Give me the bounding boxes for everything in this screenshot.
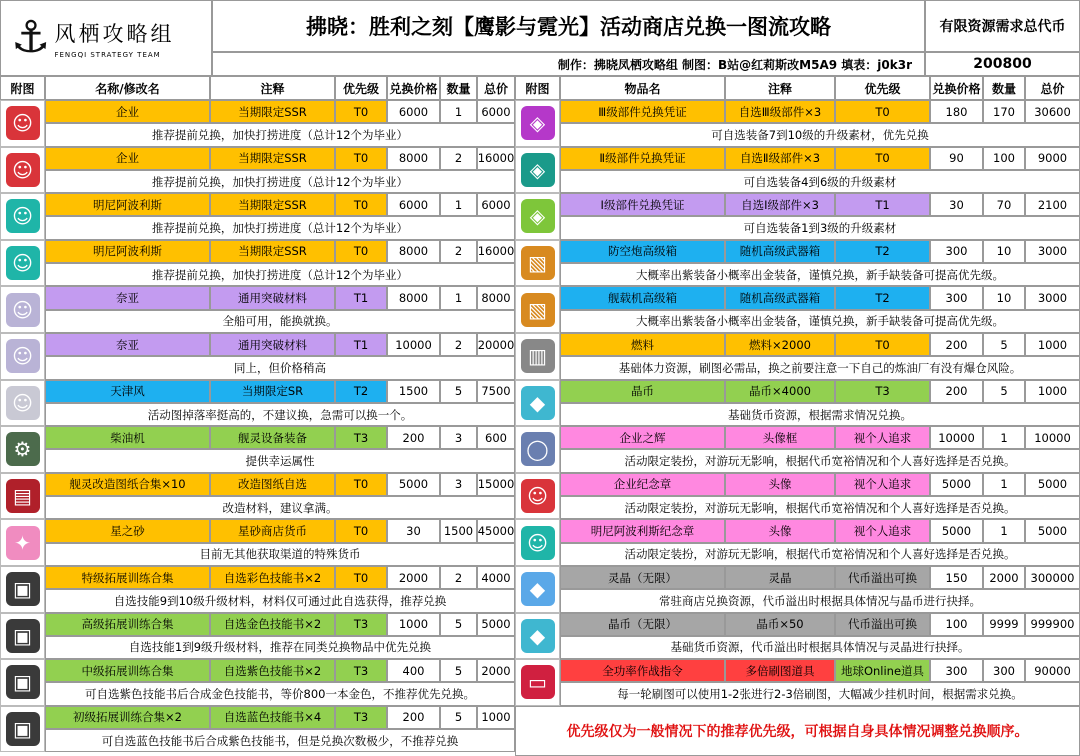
training-kit-icon: ▣ — [6, 619, 40, 653]
col-header-total: 总价 — [477, 76, 515, 100]
item-remark: 基础体力资源，刷图必需品，换之前要注意一下自己的炼油厂有没有爆仓风险。 — [560, 356, 1080, 379]
item-total: 16000 — [477, 147, 515, 170]
item-note: 当期限定SSR — [210, 193, 335, 216]
portrait-white-hair-icon: ☺ — [6, 293, 40, 327]
item-remark: 大概率出紫装备小概率出金装备，谨慎兑换，新手缺装备可提高优先级。 — [560, 310, 1080, 333]
item-remark: 活动限定装扮，对游玩无影响，根据代币宽裕情况和个人喜好选择是否兑换。 — [560, 449, 1080, 472]
footer-note: 优先级仅为一般情况下的推荐优先级，可根据自身具体情况调整兑换顺序。 — [515, 706, 1080, 756]
item-remark: 推荐提前兑换，加快打捞进度（总计12个为毕业） — [45, 263, 515, 286]
item-qty: 100 — [983, 147, 1025, 170]
item-total: 2100 — [1025, 193, 1080, 216]
item-qty: 1 — [983, 473, 1025, 496]
item-note: 自选Ⅱ级部件×3 — [725, 147, 835, 170]
item-priority: T0 — [335, 473, 387, 496]
item-price: 6000 — [387, 100, 440, 123]
item-priority: 视个人追求 — [835, 426, 930, 449]
item-qty: 1 — [983, 426, 1025, 449]
item-row — [515, 566, 1080, 613]
item-thumbnail — [0, 147, 45, 194]
item-name: 奈亚 — [45, 286, 210, 309]
item-price: 90 — [930, 147, 983, 170]
item-name: 全功率作战指令 — [560, 659, 725, 682]
item-note: 自选Ⅲ级部件×3 — [725, 100, 835, 123]
item-priority: T0 — [835, 333, 930, 356]
item-total: 15000 — [477, 473, 515, 496]
crystal-coin-icon: ◆ — [521, 386, 555, 420]
item-thumbnail — [0, 473, 45, 520]
item-row — [0, 240, 515, 287]
item-thumbnail — [0, 333, 45, 380]
item-total: 16000 — [477, 240, 515, 263]
item-row — [0, 613, 515, 660]
item-name: 明尼阿波利斯 — [45, 240, 210, 263]
item-remark: 推荐提前兑换，加快打捞进度（总计12个为毕业） — [45, 123, 515, 146]
item-remark: 活动限定装扮，对游玩无影响，根据代币宽裕情况和个人喜好选择是否兑换。 — [560, 543, 1080, 566]
item-name: 特级拓展训练合集 — [45, 566, 210, 589]
item-thumbnail — [0, 380, 45, 427]
item-row — [515, 286, 1080, 333]
item-priority: T3 — [835, 380, 930, 403]
item-total: 10000 — [1025, 426, 1080, 449]
item-priority: T1 — [335, 333, 387, 356]
left-item-list — [0, 100, 515, 752]
item-row — [0, 333, 515, 380]
item-total: 3000 — [1025, 286, 1080, 309]
item-remark: 自选技能1到9级升级材料，推荐在同类兑换物品中优先兑换 — [45, 636, 515, 659]
logo-subtitle: FENGQI STRATEGY TEAM — [54, 50, 161, 59]
item-total: 90000 — [1025, 659, 1080, 682]
item-qty: 3 — [440, 426, 477, 449]
total-token-label: 有限资源需求总代币 — [925, 0, 1080, 52]
item-name: 初级拓展训练合集×2 — [45, 706, 210, 729]
credits: 制作：拂晓凤栖攻略组 制图：B站@红莉斯改M5A9 填表：j0k3r — [212, 52, 925, 76]
item-row — [515, 613, 1080, 660]
item-row — [0, 380, 515, 427]
item-row — [0, 473, 515, 520]
weapon-box-icon: ▧ — [521, 293, 555, 327]
item-thumbnail — [0, 100, 45, 147]
item-thumbnail — [515, 193, 560, 240]
item-total: 1000 — [477, 706, 515, 729]
item-priority: T3 — [335, 659, 387, 682]
item-note: 随机高级武器箱 — [725, 286, 835, 309]
item-note: 当期限定SSR — [210, 147, 335, 170]
item-price: 200 — [930, 333, 983, 356]
item-row — [515, 659, 1080, 706]
item-total: 45000 — [477, 519, 515, 542]
item-note: 改造图纸自选 — [210, 473, 335, 496]
item-price: 200 — [387, 706, 440, 729]
item-qty: 2 — [440, 566, 477, 589]
item-name: 中级拓展训练合集 — [45, 659, 210, 682]
portrait-teal-hair-icon: ☺ — [6, 199, 40, 233]
item-priority: T2 — [835, 240, 930, 263]
item-qty: 5 — [983, 333, 1025, 356]
item-note: 当期限定SSR — [210, 240, 335, 263]
item-priority: T0 — [335, 147, 387, 170]
item-row — [515, 147, 1080, 194]
item-qty: 2 — [440, 240, 477, 263]
item-row — [515, 519, 1080, 566]
item-remark: 自选技能9到10级升级材料，材料仅可通过此自选获得，推荐兑换 — [45, 589, 515, 612]
item-remark: 目前无其他获取渠道的特殊货币 — [45, 543, 515, 566]
item-qty: 9999 — [983, 613, 1025, 636]
item-qty: 70 — [983, 193, 1025, 216]
item-thumbnail — [0, 193, 45, 240]
col-header-priority: 优先级 — [335, 76, 387, 100]
item-qty: 2 — [440, 333, 477, 356]
col-header-qty: 数量 — [983, 76, 1025, 100]
training-kit-icon: ▣ — [6, 712, 40, 746]
item-total: 3000 — [1025, 240, 1080, 263]
item-row — [0, 426, 515, 473]
item-thumbnail — [0, 613, 45, 660]
item-name: 奈亚 — [45, 333, 210, 356]
portrait-silver-hair-icon: ☺ — [6, 386, 40, 420]
item-name: 企业纪念章 — [560, 473, 725, 496]
item-row — [0, 519, 515, 566]
item-price: 200 — [387, 426, 440, 449]
item-price: 1500 — [387, 380, 440, 403]
item-priority: T1 — [335, 286, 387, 309]
item-remark: 提供幸运属性 — [45, 449, 515, 472]
item-price: 300 — [930, 240, 983, 263]
col-header-item-name: 物品名 — [560, 76, 725, 100]
item-row — [515, 100, 1080, 147]
portrait-teal-hair-icon: ☺ — [6, 246, 40, 280]
item-note: 当期限定SR — [210, 380, 335, 403]
col-header-image: 附图 — [0, 76, 45, 100]
col-header-note: 注释 — [725, 76, 835, 100]
item-name: 灵晶（无限） — [560, 566, 725, 589]
item-total: 4000 — [477, 566, 515, 589]
star-sand-bottle-icon: ✦ — [6, 526, 40, 560]
item-qty: 5 — [440, 659, 477, 682]
col-header-note: 注释 — [210, 76, 335, 100]
item-remark: 大概率出紫装备小概率出金装备，谨慎兑换，新手缺装备可提高优先级。 — [560, 263, 1080, 286]
item-thumbnail — [515, 659, 560, 706]
item-total: 5000 — [1025, 519, 1080, 542]
item-row — [515, 473, 1080, 520]
item-note: 晶币×4000 — [725, 380, 835, 403]
anchor-icon: ⚓ — [11, 12, 51, 63]
item-qty: 1 — [440, 193, 477, 216]
item-total: 20000 — [477, 333, 515, 356]
item-priority: T2 — [835, 286, 930, 309]
col-header-price: 兑换价格 — [387, 76, 440, 100]
item-remark: 基础货币资源，根据需求情况兑换。 — [560, 403, 1080, 426]
item-price: 2000 — [387, 566, 440, 589]
item-row — [0, 706, 515, 753]
item-note: 灵晶 — [725, 566, 835, 589]
item-priority: T0 — [835, 147, 930, 170]
item-remark: 可自选蓝色技能书后合成紫色技能书，但是兑换次数极少，不推荐兑换 — [45, 729, 515, 752]
item-total: 5000 — [477, 613, 515, 636]
voucher-purple-icon: ◈ — [521, 106, 555, 140]
item-qty: 1 — [983, 519, 1025, 542]
item-remark: 推荐提前兑换，加快打捞进度（总计12个为毕业） — [45, 216, 515, 239]
item-thumbnail — [0, 659, 45, 706]
item-qty: 2000 — [983, 566, 1025, 589]
portrait-red-hair-icon: ☺ — [6, 153, 40, 187]
spirit-crystal-icon: ◆ — [521, 572, 555, 606]
item-note: 当期限定SSR — [210, 100, 335, 123]
item-name: 企业 — [45, 100, 210, 123]
item-priority: T3 — [335, 706, 387, 729]
item-total: 9000 — [1025, 147, 1080, 170]
item-priority: T3 — [335, 613, 387, 636]
item-price: 5000 — [930, 519, 983, 542]
item-row — [0, 566, 515, 613]
item-total: 6000 — [477, 100, 515, 123]
item-note: 通用突破材料 — [210, 286, 335, 309]
item-qty: 170 — [983, 100, 1025, 123]
item-thumbnail — [0, 706, 45, 753]
item-thumbnail — [515, 240, 560, 287]
battle-order-ticket-icon: ▭ — [521, 665, 555, 699]
item-remark: 常驻商店兑换资源，代币溢出时根据具体情况与晶币进行抉择。 — [560, 589, 1080, 612]
item-remark: 可自选装备7到10级的升级素材，优先兑换 — [560, 123, 1080, 146]
item-qty: 5 — [440, 380, 477, 403]
item-name: 高级拓展训练合集 — [45, 613, 210, 636]
item-price: 8000 — [387, 286, 440, 309]
item-note: 头像框 — [725, 426, 835, 449]
item-price: 30 — [387, 519, 440, 542]
item-row — [0, 147, 515, 194]
item-thumbnail — [515, 147, 560, 194]
item-name: 舰载机高级箱 — [560, 286, 725, 309]
item-row — [0, 659, 515, 706]
item-name: 明尼阿波利斯 — [45, 193, 210, 216]
weapon-box-icon: ▧ — [521, 246, 555, 280]
portrait-white-hair-icon: ☺ — [6, 339, 40, 373]
item-total: 6000 — [477, 193, 515, 216]
item-price: 400 — [387, 659, 440, 682]
item-remark: 可自选装备1到3级的升级素材 — [560, 216, 1080, 239]
item-total: 1000 — [1025, 333, 1080, 356]
training-kit-icon: ▣ — [6, 572, 40, 606]
item-priority: T0 — [835, 100, 930, 123]
item-note: 晶币×50 — [725, 613, 835, 636]
item-priority: T0 — [335, 100, 387, 123]
col-header-total: 总价 — [1025, 76, 1080, 100]
item-name: 防空炮高级箱 — [560, 240, 725, 263]
item-priority: 视个人追求 — [835, 473, 930, 496]
item-qty: 1 — [440, 100, 477, 123]
item-remark: 全船可用，能换就换。 — [45, 310, 515, 333]
item-total: 2000 — [477, 659, 515, 682]
item-priority: 代币溢出可换 — [835, 613, 930, 636]
page-title: 拂晓：胜利之刻【鹰影与霓光】活动商店兑换一图流攻略 — [212, 0, 925, 52]
item-priority: 视个人追求 — [835, 519, 930, 542]
col-header-name: 名称/修改名 — [45, 76, 210, 100]
item-note: 头像 — [725, 473, 835, 496]
item-name: 明尼阿波利斯纪念章 — [560, 519, 725, 542]
item-remark: 推荐提前兑换，加快打捞进度（总计12个为毕业） — [45, 170, 515, 193]
total-token-value: 200800 — [925, 52, 1080, 76]
item-remark: 活动图掉落率挺高的，不建议换，急需可以换一个。 — [45, 403, 515, 426]
item-price: 10000 — [387, 333, 440, 356]
item-row — [0, 193, 515, 240]
item-name: 晶币 — [560, 380, 725, 403]
item-name: 柴油机 — [45, 426, 210, 449]
item-remark: 基础货币资源，代币溢出时根据具体情况与灵晶进行抉择。 — [560, 636, 1080, 659]
item-qty: 2 — [440, 147, 477, 170]
item-thumbnail — [515, 473, 560, 520]
item-price: 6000 — [387, 193, 440, 216]
item-name: 晶币（无限） — [560, 613, 725, 636]
item-remark: 可自选装备4到6级的升级素材 — [560, 170, 1080, 193]
avatar-frame-icon: ◯ — [521, 432, 555, 466]
item-price: 5000 — [387, 473, 440, 496]
item-note: 自选金色技能书×2 — [210, 613, 335, 636]
item-thumbnail — [0, 426, 45, 473]
item-thumbnail — [0, 286, 45, 333]
item-priority: T0 — [335, 519, 387, 542]
item-name: Ⅲ级部件兑换凭证 — [560, 100, 725, 123]
item-name: 星之砂 — [45, 519, 210, 542]
item-name: 燃料 — [560, 333, 725, 356]
item-row — [0, 286, 515, 333]
item-name: 舰灵改造图纸合集×10 — [45, 473, 210, 496]
item-priority: T2 — [335, 380, 387, 403]
item-row — [515, 333, 1080, 380]
fuel-barrel-icon: ▥ — [521, 339, 555, 373]
item-total: 999900 — [1025, 613, 1080, 636]
item-note: 舰灵设备装备 — [210, 426, 335, 449]
item-total: 30600 — [1025, 100, 1080, 123]
item-remark: 每一轮刷图可以使用1-2张进行2-3倍刷图，大幅减少挂机时间，根据需求兑换。 — [560, 682, 1080, 705]
item-price: 150 — [930, 566, 983, 589]
item-total: 7500 — [477, 380, 515, 403]
item-priority: T0 — [335, 193, 387, 216]
item-priority: 代币溢出可换 — [835, 566, 930, 589]
item-total: 1000 — [1025, 380, 1080, 403]
item-price: 10000 — [930, 426, 983, 449]
item-price: 180 — [930, 100, 983, 123]
col-header-image: 附图 — [515, 76, 560, 100]
item-qty: 10 — [983, 240, 1025, 263]
item-total: 5000 — [1025, 473, 1080, 496]
voucher-green-icon: ◈ — [521, 199, 555, 233]
logo-title: 风栖攻略组 — [54, 21, 175, 46]
item-note: 星砂商店货币 — [210, 519, 335, 542]
item-row — [515, 193, 1080, 240]
item-name: 企业 — [45, 147, 210, 170]
item-thumbnail — [515, 426, 560, 473]
col-header-priority: 优先级 — [835, 76, 930, 100]
item-qty: 1 — [440, 286, 477, 309]
item-price: 30 — [930, 193, 983, 216]
item-qty: 1500 — [440, 519, 477, 542]
item-thumbnail — [0, 519, 45, 566]
blueprint-case-icon: ▤ — [6, 479, 40, 513]
item-price: 200 — [930, 380, 983, 403]
item-note: 自选蓝色技能书×4 — [210, 706, 335, 729]
item-qty: 300 — [983, 659, 1025, 682]
item-row — [515, 240, 1080, 287]
item-thumbnail — [515, 333, 560, 380]
engine-icon: ⚙ — [6, 432, 40, 466]
item-note: 随机高级武器箱 — [725, 240, 835, 263]
item-thumbnail — [515, 286, 560, 333]
item-thumbnail — [515, 380, 560, 427]
item-total: 600 — [477, 426, 515, 449]
item-total: 300000 — [1025, 566, 1080, 589]
item-name: Ⅱ级部件兑换凭证 — [560, 147, 725, 170]
item-thumbnail — [0, 240, 45, 287]
item-name: 天津风 — [45, 380, 210, 403]
item-note: 自选紫色技能书×2 — [210, 659, 335, 682]
item-row — [0, 100, 515, 147]
item-note: 自选彩色技能书×2 — [210, 566, 335, 589]
crystal-coin-icon: ◆ — [521, 619, 555, 653]
voucher-teal-icon: ◈ — [521, 153, 555, 187]
item-price: 8000 — [387, 147, 440, 170]
item-priority: T0 — [335, 240, 387, 263]
item-thumbnail — [515, 613, 560, 660]
item-remark: 同上，但价格稍高 — [45, 356, 515, 379]
item-note: 多倍刷图道具 — [725, 659, 835, 682]
item-remark: 可自选紫色技能书后合成金色技能书，等价800一本金色，不推荐优先兑换。 — [45, 682, 515, 705]
item-qty: 3 — [440, 473, 477, 496]
portrait-red-hair-icon: ☺ — [6, 106, 40, 140]
item-qty: 5 — [440, 613, 477, 636]
portrait-red-hair-icon: ☺ — [521, 479, 555, 513]
item-remark: 活动限定装扮，对游玩无影响，根据代币宽裕情况和个人喜好选择是否兑换。 — [560, 496, 1080, 519]
item-price: 300 — [930, 286, 983, 309]
col-header-price: 兑换价格 — [930, 76, 983, 100]
item-note: 自选Ⅰ级部件×3 — [725, 193, 835, 216]
item-qty: 10 — [983, 286, 1025, 309]
item-thumbnail — [0, 566, 45, 613]
item-row — [515, 380, 1080, 427]
item-price: 300 — [930, 659, 983, 682]
training-kit-icon: ▣ — [6, 665, 40, 699]
item-thumbnail — [515, 566, 560, 613]
item-priority: T0 — [335, 566, 387, 589]
item-price: 100 — [930, 613, 983, 636]
item-total: 8000 — [477, 286, 515, 309]
item-note: 燃料×2000 — [725, 333, 835, 356]
item-name: Ⅰ级部件兑换凭证 — [560, 193, 725, 216]
item-thumbnail — [515, 100, 560, 147]
item-priority: T1 — [835, 193, 930, 216]
item-note: 通用突破材料 — [210, 333, 335, 356]
portrait-teal-hair-icon: ☺ — [521, 526, 555, 560]
item-price: 8000 — [387, 240, 440, 263]
item-price: 5000 — [930, 473, 983, 496]
item-row — [515, 426, 1080, 473]
item-thumbnail — [515, 519, 560, 566]
item-qty: 5 — [440, 706, 477, 729]
item-remark: 改造材料，建议拿满。 — [45, 496, 515, 519]
item-priority: T3 — [335, 426, 387, 449]
col-header-qty: 数量 — [440, 76, 477, 100]
logo — [0, 0, 212, 76]
item-priority: 地球Online道具 — [835, 659, 930, 682]
right-item-list — [515, 100, 1080, 706]
item-name: 企业之辉 — [560, 426, 725, 449]
item-price: 1000 — [387, 613, 440, 636]
item-note: 头像 — [725, 519, 835, 542]
item-qty: 5 — [983, 380, 1025, 403]
